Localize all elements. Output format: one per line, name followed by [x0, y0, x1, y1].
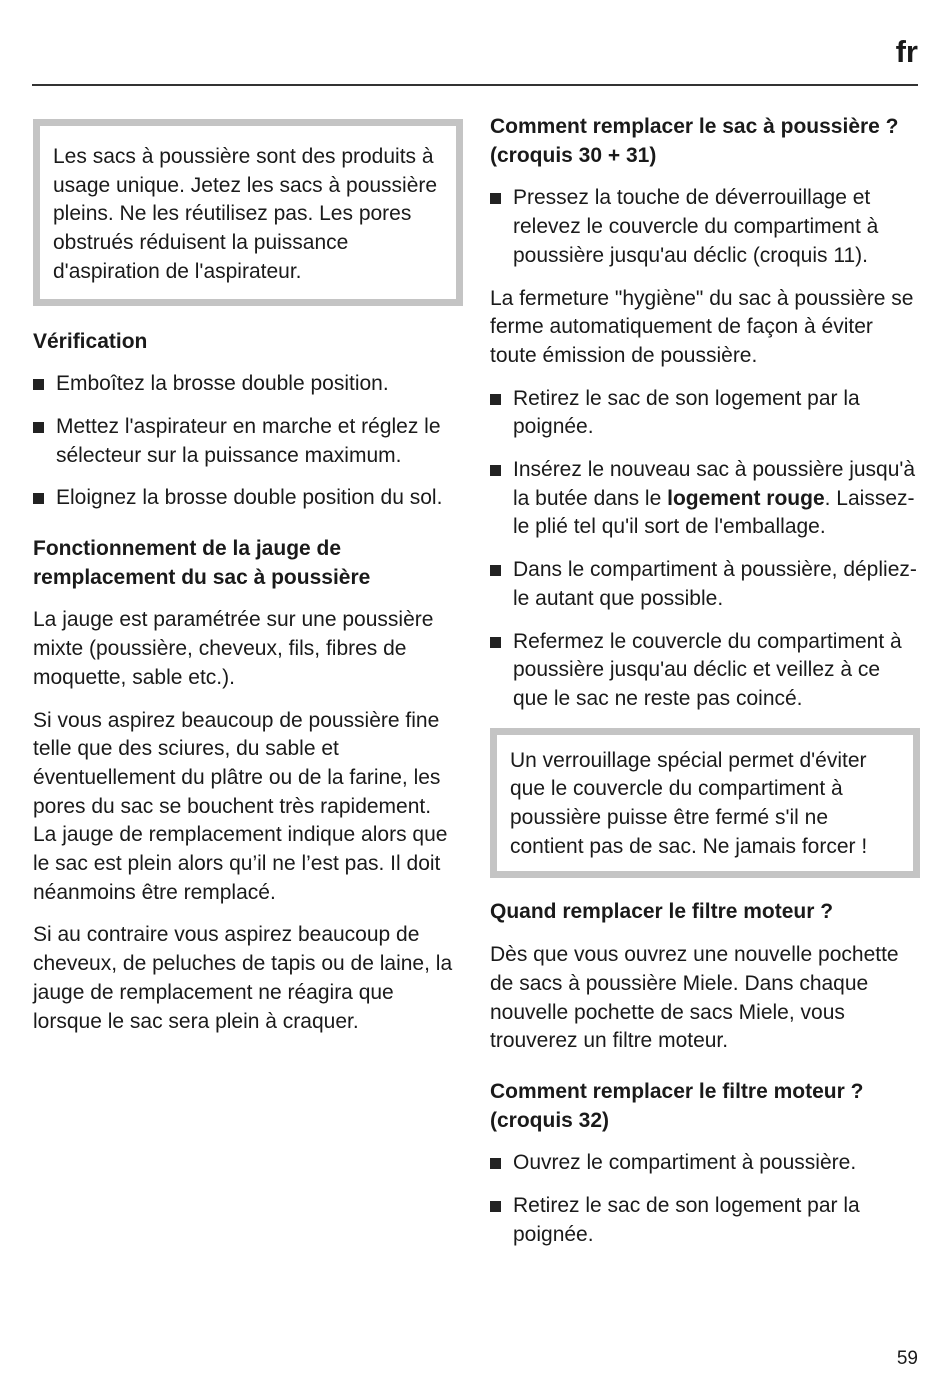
list-item: Ouvrez le compartiment à poussière.	[490, 1149, 920, 1178]
bullet-square-icon	[33, 493, 44, 504]
single-use-note	[33, 119, 463, 306]
bullet-square-icon	[490, 394, 501, 405]
list-item: Emboîtez la brosse double position.	[33, 370, 463, 399]
bullet-square-icon	[33, 379, 44, 390]
when-filter-heading: Quand remplacer le filtre moteur ?	[490, 900, 834, 924]
replace-filter-list	[490, 1149, 920, 1249]
list-item: Retirez le sac de son logement par la poignée.	[490, 385, 920, 442]
list-item: Pressez la touche de déverrouillage et relevez le couvercle du compartiment à poussière jusqu'au déclic (croquis 11).	[490, 184, 920, 270]
hygiene-paragraph: La fermeture "hygiène" du sac à poussière se ferme automatiquement de façon à éviter toute émission de poussière.	[490, 286, 914, 367]
bullet-square-icon	[490, 193, 501, 204]
lock-note	[490, 728, 920, 879]
left-column	[33, 113, 463, 1050]
gauge-paragraph-1: La jauge est paramétrée sur une poussière mixte (poussière, cheveux, fils, fibres de moquette, sable etc.).	[33, 608, 434, 689]
list-item: Eloignez la brosse double position du sol.	[33, 484, 463, 513]
replace-bag-heading: Comment remplacer le sac à poussière ? (croquis 30 + 31)	[490, 115, 899, 167]
replace-bag-list-2	[490, 385, 920, 714]
list-item: Insérez le nouveau sac à poussière jusqu'à la butée dans le logement rouge. Laissez-le plié tel qu'il sort de l'emballage.	[490, 456, 920, 542]
lock-note-text: Un verrouillage spécial permet d'éviter que le couvercle du compartiment à poussière puisse être fermé s'il ne contient pas de sac. Ne jamais forcer !	[510, 748, 868, 858]
gauge-paragraph-3: Si au contraire vous aspirez beaucoup de cheveux, de peluches de tapis ou de laine, la jauge de remplacement ne réagira que lorsque le sac sera plein à craquer.	[33, 923, 453, 1033]
language-label: fr	[895, 34, 918, 69]
right-column	[490, 113, 920, 1264]
bullet-square-icon	[33, 422, 44, 433]
list-item: Dans le compartiment à poussière, dépliez-le autant que possible.	[490, 556, 920, 613]
list-item: Retirez le sac de son logement par la poignée.	[490, 1192, 920, 1249]
replace-bag-list-1	[490, 184, 920, 270]
replace-filter-heading: Comment remplacer le filtre moteur ? (croquis 32)	[490, 1079, 864, 1132]
verification-heading: Vérification	[33, 329, 148, 353]
when-filter-paragraph: Dès que vous ouvrez une nouvelle pochette de sacs à poussière Miele. Dans chaque nouvelle pochette de sacs Miele, vous trouverez un filtre moteur.	[490, 943, 899, 1053]
single-use-note-text: Les sacs à poussière sont des produits à usage unique. Jetez les sacs à poussière pleins. Ne les réutilisez pas. Les pores obstrués réduisent la puissance d'aspiration de l'aspirateur.	[53, 145, 438, 283]
list-item: Refermez le couvercle du compartiment à poussière jusqu'au déclic et veillez à ce que le sac ne reste pas coincé.	[490, 628, 920, 714]
list-item: Mettez l'aspirateur en marche et réglez le sélecteur sur la puissance maximum.	[33, 413, 463, 470]
bullet-square-icon	[490, 1201, 501, 1212]
bullet-square-icon	[490, 465, 501, 476]
bullet-square-icon	[490, 637, 501, 648]
header-rule	[32, 84, 918, 86]
page-number: 59	[896, 1348, 918, 1369]
gauge-paragraph-2: Si vous aspirez beaucoup de poussière fine telle que des sciures, du sable et éventuellement du plâtre ou de la farine, les pores du sac se bouchent très rapidement. La jauge de remplacement indique alors que le sac est plein alors qu’il ne l’est pas. Il doit néanmoins être remplacé.	[33, 708, 448, 904]
verification-list	[33, 370, 463, 513]
gauge-heading: Fonctionnement de la jauge de remplacement du sac à poussière	[33, 537, 371, 589]
bullet-square-icon	[490, 565, 501, 576]
red-slot-emphasis: logement rouge	[667, 486, 825, 510]
bullet-square-icon	[490, 1158, 501, 1169]
